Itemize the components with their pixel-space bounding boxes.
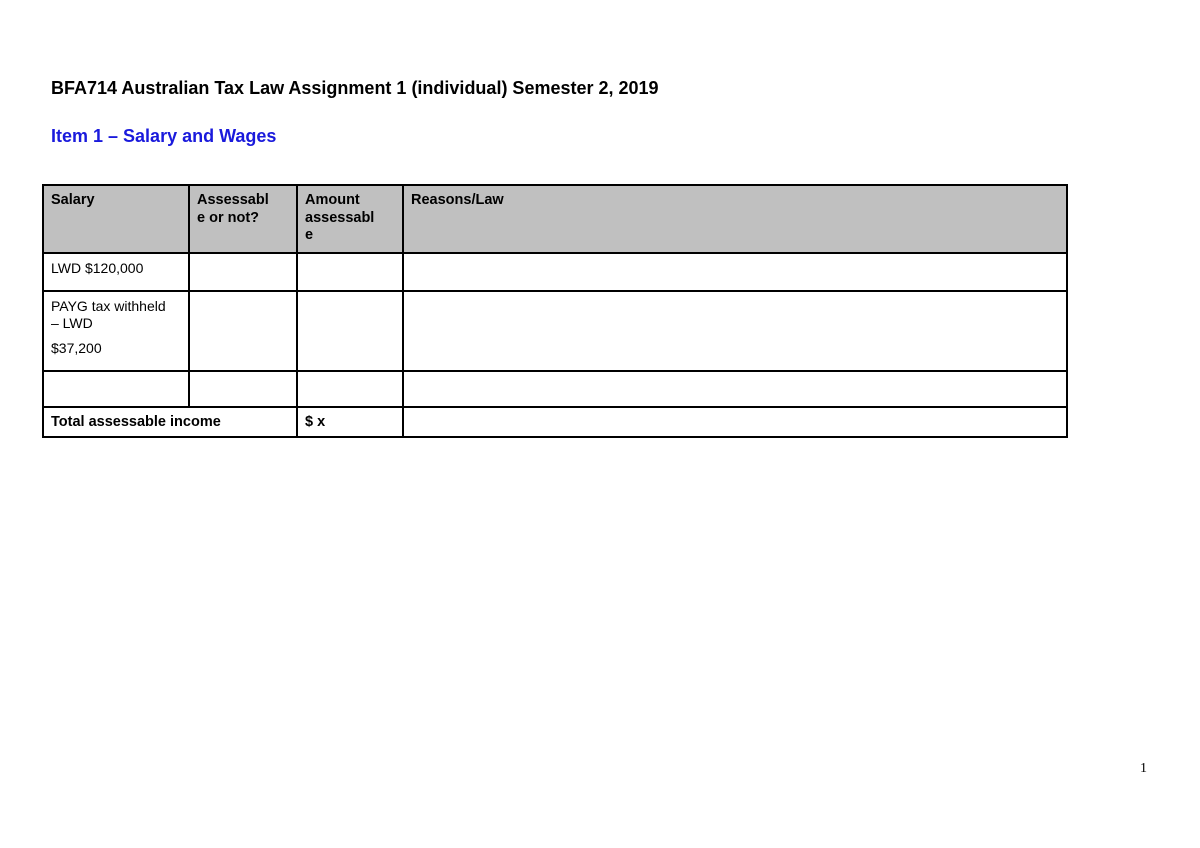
header-amount-line-1: Amount (305, 192, 360, 208)
header-amount-assessable (297, 185, 403, 253)
total-reasons[interactable] (403, 407, 1067, 437)
cell-amount[interactable] (297, 371, 403, 407)
header-amount-line-3: e (305, 227, 314, 244)
salary-amount: $37,200 (51, 340, 102, 357)
cell-assessable[interactable] (189, 253, 297, 291)
salary-line-1: PAYG tax withheld (51, 298, 166, 314)
table-row (43, 371, 1067, 407)
total-amount[interactable]: $ x (297, 407, 403, 437)
salary-table (42, 184, 1068, 438)
table-row (43, 291, 1067, 371)
table-row (43, 253, 1067, 291)
header-assessable-line-2: e or not? (197, 209, 260, 226)
table-header-row (43, 185, 1067, 253)
cell-amount[interactable] (297, 291, 403, 371)
header-assessable-or-not (189, 185, 297, 253)
section-heading: Item 1 – Salary and Wages (51, 126, 277, 146)
cell-reasons[interactable] (403, 253, 1067, 291)
cell-reasons[interactable] (403, 291, 1067, 371)
cell-reasons[interactable] (403, 371, 1067, 407)
header-salary: Salary (43, 185, 189, 253)
cell-assessable[interactable] (189, 291, 297, 371)
cell-amount[interactable] (297, 253, 403, 291)
total-label: Total assessable income (43, 407, 297, 437)
page-number: 1 (1140, 761, 1147, 776)
cell-salary[interactable] (43, 291, 189, 371)
cell-salary[interactable]: LWD $120,000 (43, 253, 189, 291)
cell-salary[interactable] (43, 371, 189, 407)
salary-line-2: – LWD (51, 315, 93, 332)
total-row (43, 407, 1067, 437)
document-title: BFA714 Australian Tax Law Assignment 1 (individual) Semester 2, 2019 (51, 78, 659, 98)
header-amount-line-2: assessabl (305, 209, 375, 226)
cell-assessable[interactable] (189, 371, 297, 407)
header-reasons-law: Reasons/Law (403, 185, 1067, 253)
header-assessable-line-1: Assessabl (197, 192, 269, 208)
